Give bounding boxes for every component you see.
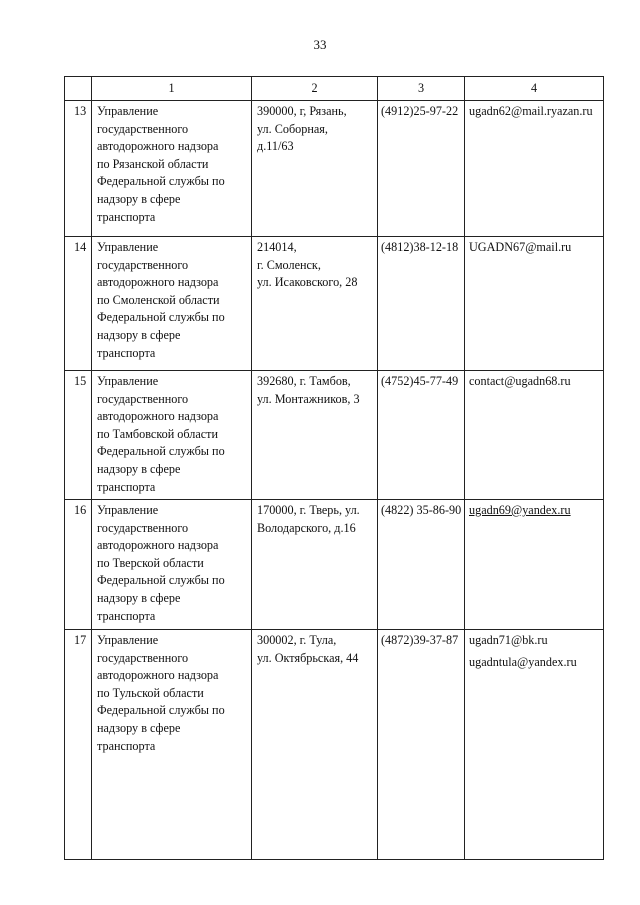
address: 170000, г. Тверь, ул. Володарского, д.16 — [252, 500, 378, 630]
table-row — [65, 630, 604, 860]
email[interactable]: ugadn62@mail.ryazan.ru — [469, 104, 593, 118]
address: 214014, г. Смоленск, ул. Исаковского, 28 — [252, 237, 378, 371]
contacts-table — [64, 76, 604, 860]
phone: (4912)25-97-22 — [378, 101, 465, 237]
organization-name: Управление государственного автодорожного надзора по Смоленской области Федеральной службы по надзору в сфере транспорта — [92, 237, 252, 371]
row-number: 16 — [65, 500, 92, 630]
table-header-row — [65, 77, 604, 101]
phone: (4872)39-37-87 — [378, 630, 465, 860]
organization-name: Управление государственного автодорожного надзора по Тверской области Федеральной службы по надзору в сфере транспорта — [92, 500, 252, 630]
phone: (4812)38-12-18 — [378, 237, 465, 371]
header-cell-2: 2 — [252, 77, 378, 101]
header-cell-num — [65, 77, 92, 101]
table-row — [65, 371, 604, 500]
email-cell — [465, 101, 604, 237]
header-cell-1: 1 — [92, 77, 252, 101]
row-number: 15 — [65, 371, 92, 500]
table-row — [65, 237, 604, 371]
email[interactable]: ugadn71@bk.ru — [469, 633, 548, 647]
address: 392680, г. Тамбов, ул. Монтажников, 3 — [252, 371, 378, 500]
table-row — [65, 500, 604, 630]
organization-name: Управление государственного автодорожного надзора по Рязанской области Федеральной службы по надзору в сфере транспорта — [92, 101, 252, 237]
address: 300002, г. Тула, ул. Октябрьская, 44 — [252, 630, 378, 860]
row-number: 13 — [65, 101, 92, 237]
row-number: 17 — [65, 630, 92, 860]
address: 390000, г, Рязань, ул. Соборная, д.11/63 — [252, 101, 378, 237]
email[interactable]: UGADN67@mail.ru — [469, 240, 572, 254]
organization-name: Управление государственного автодорожного надзора по Тульской области Федеральной службы по надзору в сфере транспорта — [92, 630, 252, 860]
email-cell — [465, 630, 604, 860]
email-cell — [465, 371, 604, 500]
header-cell-4: 4 — [465, 77, 604, 101]
email[interactable]: ugadntula@yandex.ru — [469, 654, 577, 669]
email-cell — [465, 237, 604, 371]
phone: (4822) 35-86-90 — [378, 500, 465, 630]
email-cell — [465, 500, 604, 630]
table-row — [65, 101, 604, 237]
email-link[interactable]: ugadn69@yandex.ru — [469, 503, 571, 517]
row-number: 14 — [65, 237, 92, 371]
phone: (4752)45-77-49 — [378, 371, 465, 500]
header-cell-3: 3 — [378, 77, 465, 101]
organization-name: Управление государственного автодорожного надзора по Тамбовской области Федеральной службы по надзору в сфере транспорта — [92, 371, 252, 500]
email[interactable]: contact@ugadn68.ru — [469, 374, 571, 388]
page-number: 33 — [313, 37, 327, 52]
